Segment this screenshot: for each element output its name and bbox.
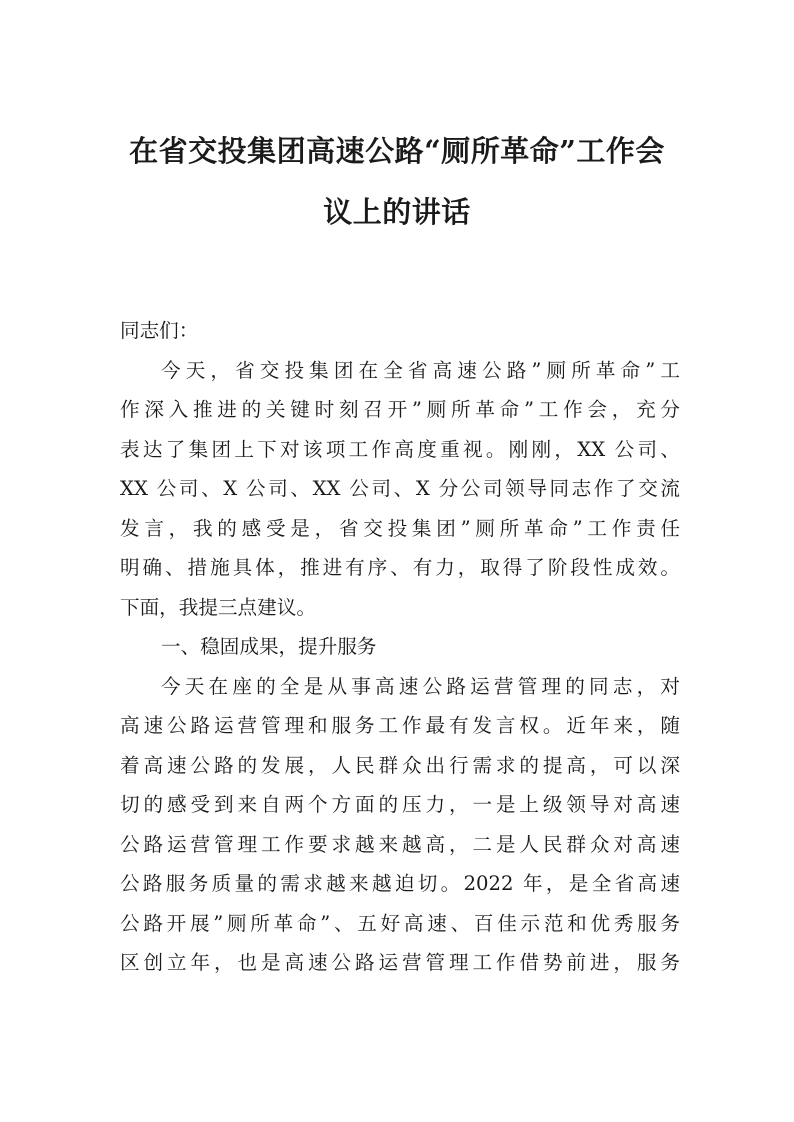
paragraph-1-line: 表达了集团上下对该项工作高度重视。刚刚，XX 公司、: [120, 437, 680, 461]
paragraph-1-line: 下面，我提三点建议。: [120, 595, 316, 619]
paragraph-1-line: 发言，我的感受是，省交投集团”厕所革命”工作责任: [120, 516, 680, 540]
paragraph-1-line: 作深入推进的关键时刻召开”厕所革命”工作会，充分: [120, 398, 680, 421]
paragraph-2-line: 高速公路运营管理和服务工作最有发言权。近年来，随: [120, 714, 680, 737]
paragraph-2-line: 区创立年，也是高速公路运营管理工作借势前进，服务: [120, 951, 680, 974]
document-title-line-1: 在省交投集团高速公路“厕所革命”工作会: [129, 134, 665, 168]
document-title-line-2: 议上的讲话: [323, 195, 471, 229]
paragraph-2-line: 切的感受到来自两个方面的压力，一是上级领导对高速: [120, 793, 680, 816]
paragraph-1-line: 今天，省交投集团在全省高速公路”厕所革命”工: [161, 358, 680, 382]
greeting: 同志们：: [120, 319, 199, 342]
paragraph-2-line: 今天在座的全是从事高速公路运营管理的同志，对: [161, 674, 680, 698]
paragraph-2-line: 公路服务质量的需求越来越迫切。2022 年，是全省高速: [120, 872, 680, 895]
document-body: [120, 311, 680, 983]
paragraph-1-line: XX 公司、X 公司、XX 公司、X 分公司领导同志作了交流: [120, 477, 680, 500]
paragraph-1-line: 明确、措施具体，推进有序、有力，取得了阶段性成效。: [120, 556, 680, 579]
paragraph-2-line: 公路运营管理工作要求越来越高，二是人民群众对高速: [120, 832, 680, 856]
paragraph-2-line: 着高速公路的发展，人民群众出行需求的提高，可以深: [120, 753, 680, 777]
paragraph-2-line: 公路开展”厕所革命”、五好高速、百佳示范和优秀服务: [120, 911, 680, 935]
section-1-heading: 一、稳固成果，提升服务: [161, 635, 377, 658]
